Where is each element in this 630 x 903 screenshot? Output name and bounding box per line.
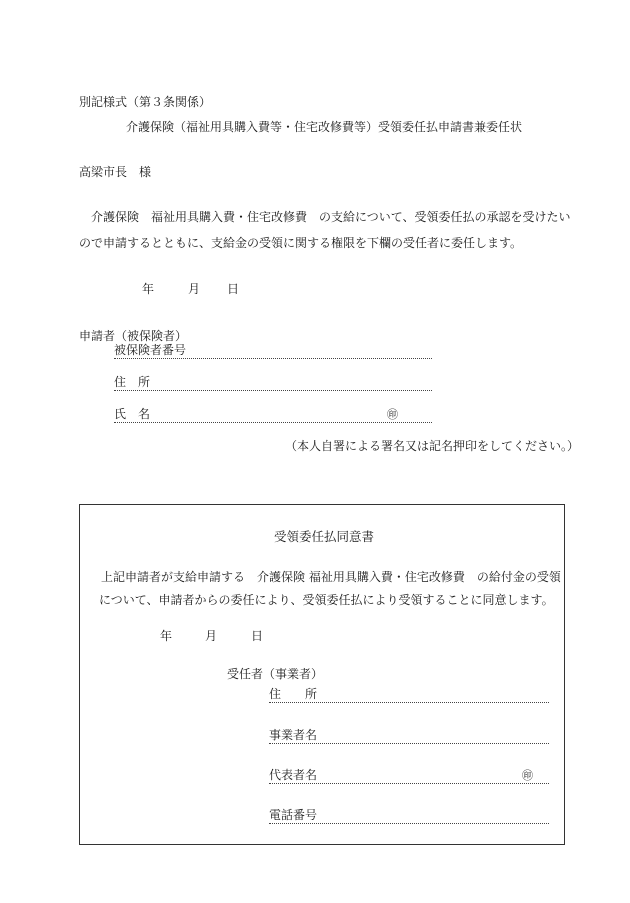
consent-title: 受領委任払同意書: [274, 529, 375, 544]
applicant-heading: 申請者（被保険者）: [79, 329, 188, 343]
date-year: 年: [142, 282, 155, 296]
phone-number-field[interactable]: [269, 809, 549, 824]
addressee: 高梁市長 様: [79, 165, 152, 179]
body-line-2: ので申請するとともに、支給金の受領に関する権限を下欄の受任者に委任します。: [79, 236, 523, 250]
applicant-name-label: 氏 名: [114, 407, 151, 421]
applicant-address-field[interactable]: [114, 376, 432, 391]
consent-date-month: 月: [205, 629, 218, 643]
trustee-heading: 受任者（事業者）: [227, 667, 324, 681]
phone-number-label: 電話番号: [269, 808, 318, 822]
document-title: 介護保険（福祉用具購入費等・住宅改修費等）受領委任払申請書兼委任状: [126, 120, 523, 134]
date-month: 月: [188, 282, 201, 296]
consent-date-day: 日: [251, 629, 264, 643]
applicant-name-field[interactable]: [114, 408, 432, 423]
applicant-address-label: 住 所: [114, 375, 151, 389]
form-label: 別記様式（第３条関係）: [79, 95, 212, 109]
insured-number-label: 被保険者番号: [114, 343, 187, 357]
body-line-1: 介護保険 福祉用具購入費・住宅改修費 の支給について、受領委任払の承認を受けたい: [91, 210, 571, 224]
representative-name-label: 代表者名: [269, 768, 318, 782]
signature-note: （本人自署による署名又は記名押印をしてください。）: [285, 439, 580, 453]
consent-date-year: 年: [160, 629, 173, 643]
business-name-label: 事業者名: [269, 728, 318, 742]
consent-body-line-2: について、申請者からの委任により、受領委任払により受領することに同意します。: [99, 593, 554, 607]
insured-number-field[interactable]: [114, 344, 432, 359]
consent-body-line-1: 上記申請者が支給申請する 介護保険 福祉用具購入費・住宅改修費 の給付金の受領: [101, 570, 561, 584]
representative-seal-mark: ㊞: [522, 769, 533, 782]
applicant-seal-mark: ㊞: [387, 408, 398, 421]
trustee-address-label: 住 所: [269, 687, 318, 701]
representative-name-field[interactable]: [269, 769, 549, 784]
date-day: 日: [227, 282, 240, 296]
consent-section: [79, 504, 565, 845]
business-name-field[interactable]: [269, 729, 549, 744]
trustee-address-field[interactable]: [269, 688, 549, 703]
